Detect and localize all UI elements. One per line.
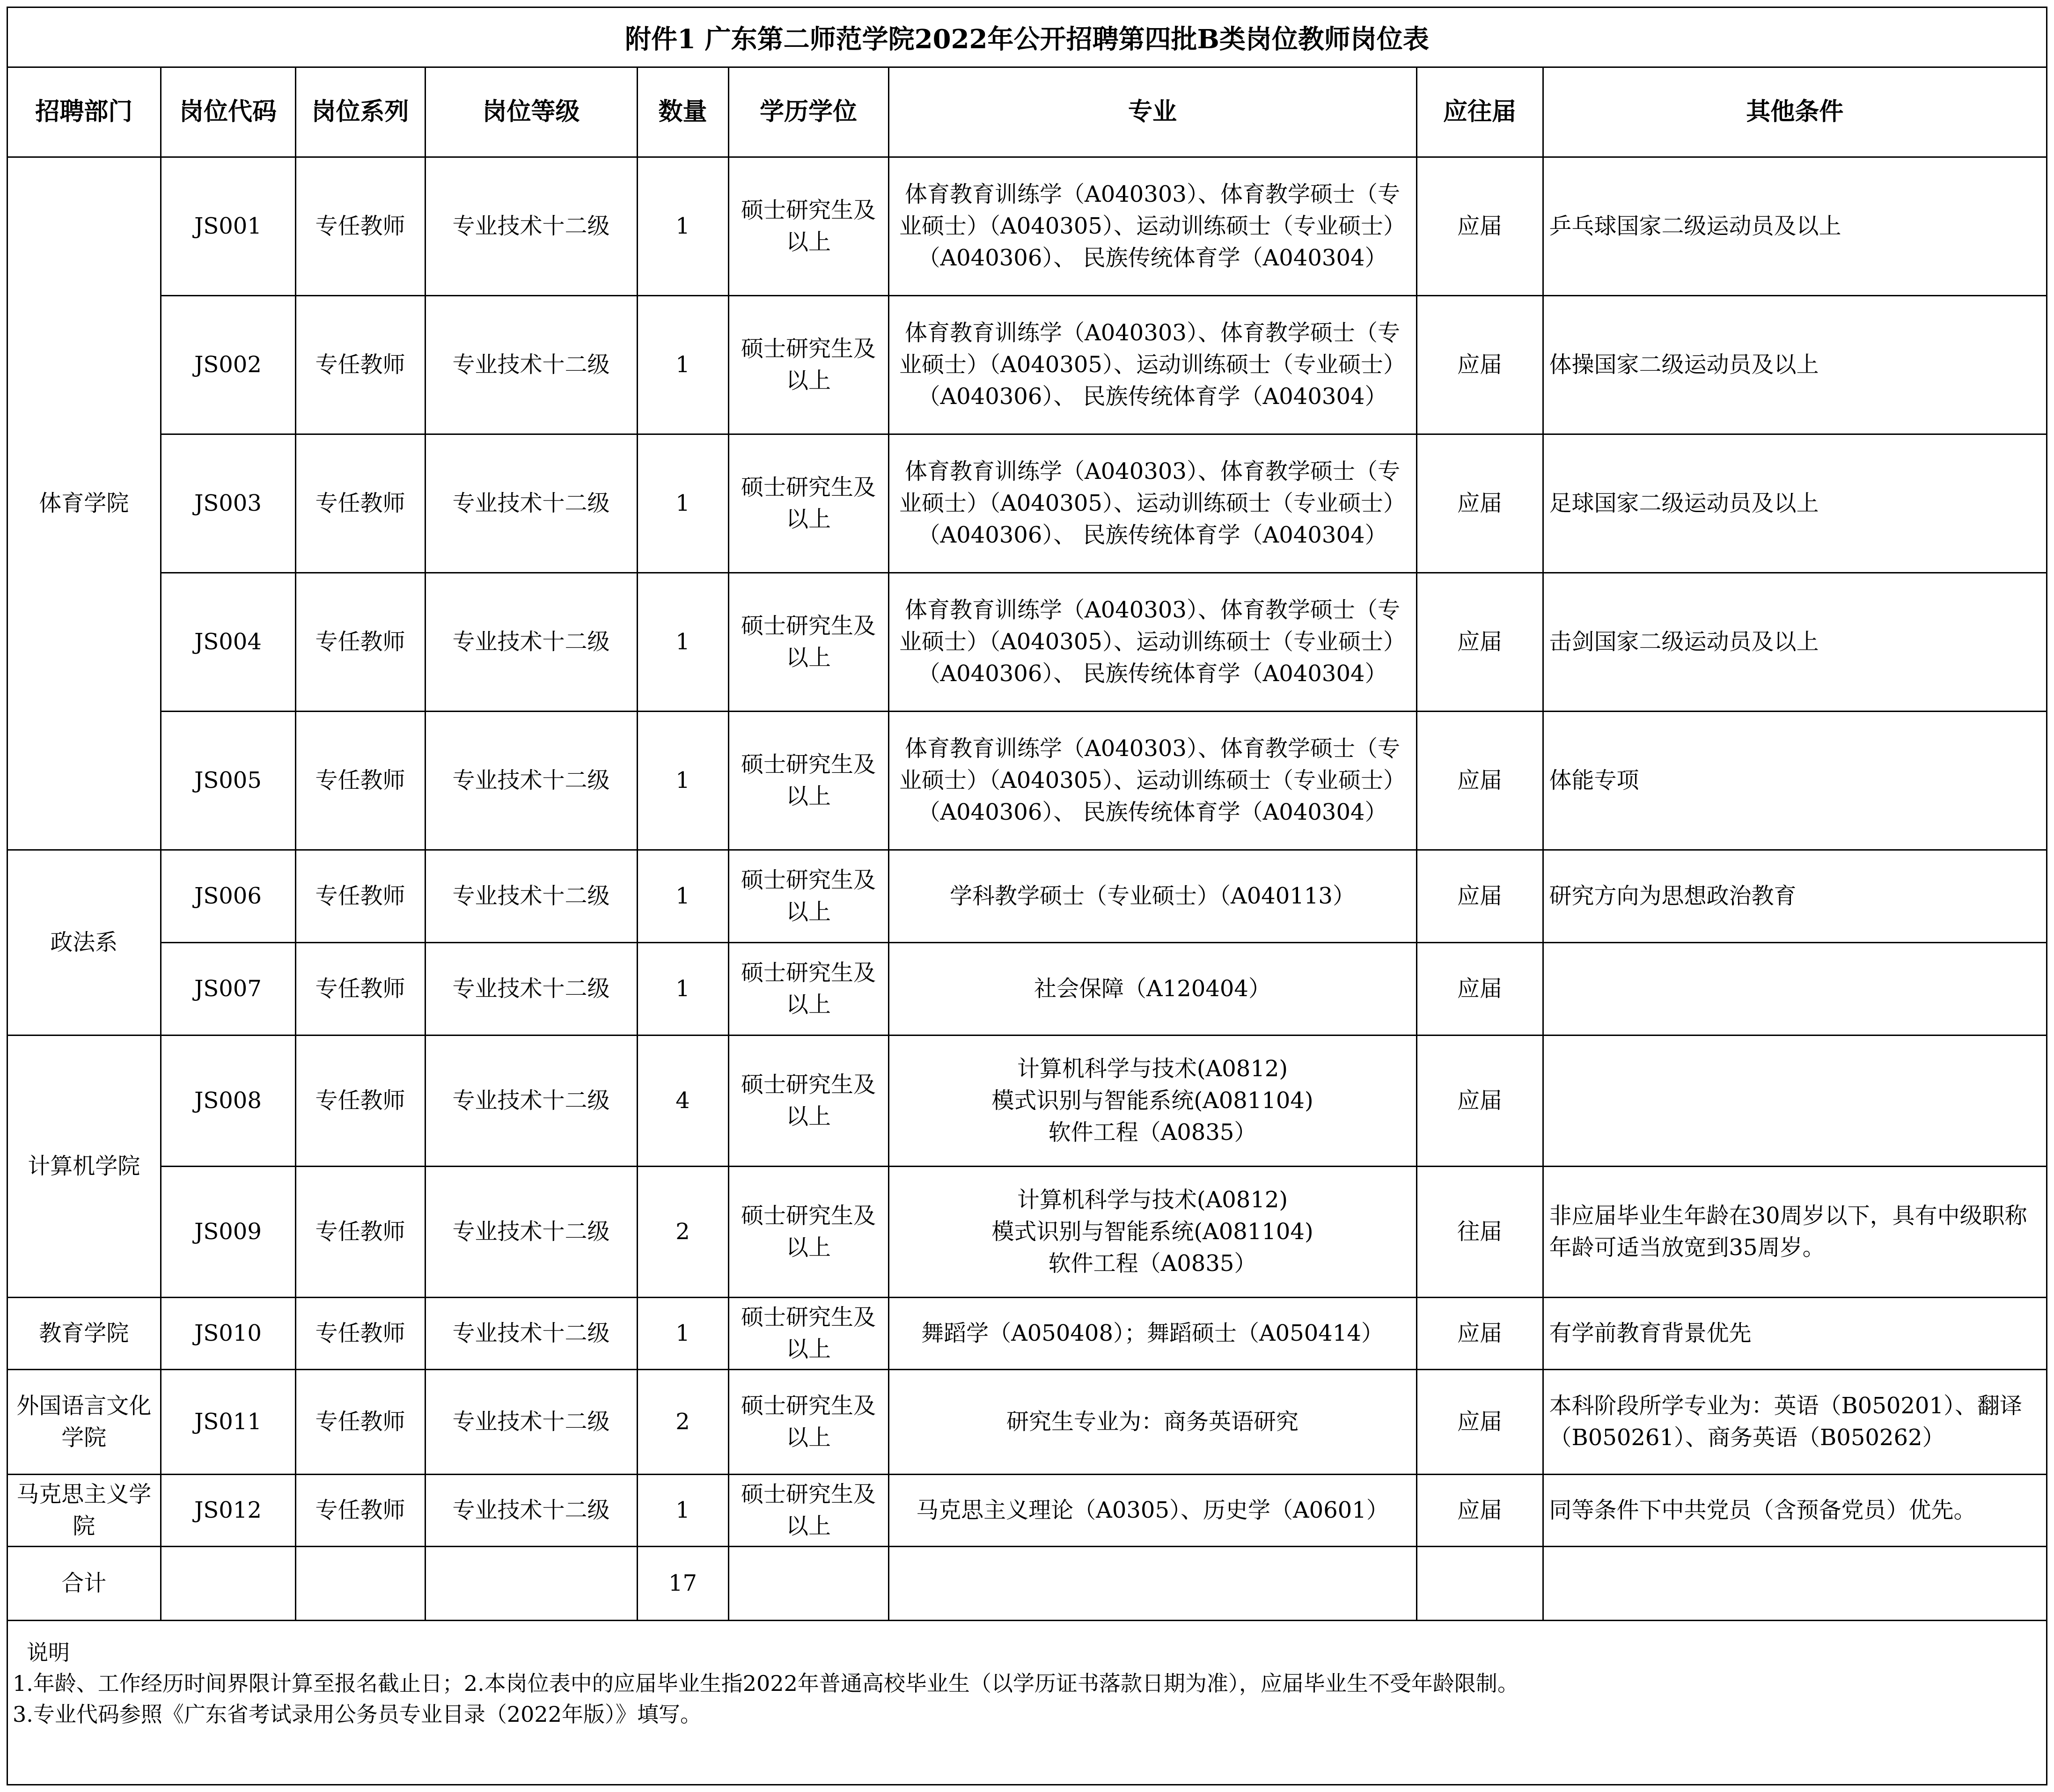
series-cell: 专任教师 xyxy=(295,1166,425,1297)
empty-cell xyxy=(161,1546,295,1620)
graduate-cell: 应届 xyxy=(1416,711,1543,850)
code-cell: JS002 xyxy=(161,295,295,434)
series-cell: 专任教师 xyxy=(295,1297,425,1369)
major-cell: 舞蹈学（A050408）；舞蹈硕士（A050414） xyxy=(888,1297,1416,1369)
level-cell: 专业技术十二级 xyxy=(425,295,637,434)
series-cell: 专任教师 xyxy=(295,711,425,850)
level-cell: 专业技术十二级 xyxy=(425,1369,637,1474)
table-row xyxy=(8,573,2046,711)
total-label: 合计 xyxy=(8,1546,161,1620)
count-cell: 1 xyxy=(637,573,728,711)
major-cell: 计算机科学与技术(A0812) 模式识别与智能系统(A081104) 软件工程（A0835） xyxy=(888,1035,1416,1166)
department-cell: 政法系 xyxy=(8,850,161,1035)
table-row xyxy=(8,1035,2046,1166)
notes-section xyxy=(8,1637,2046,1730)
code-cell: JS010 xyxy=(161,1297,295,1369)
empty-cell xyxy=(1416,1546,1543,1620)
major-cell: 社会保障（A120404） xyxy=(888,942,1416,1035)
major-cell: 体育教育训练学（A040303）、体育教学硕士（专业硕士）（A040305）、运动训练硕士（专业硕士）（A040306）、 民族传统体育学（A040304） xyxy=(888,573,1416,711)
graduate-cell: 应届 xyxy=(1416,295,1543,434)
degree-cell: 硕士研究生及以上 xyxy=(728,1474,888,1546)
count-cell: 1 xyxy=(637,1474,728,1546)
notes-line: 1.年龄、工作经历时间界限计算至报名截止日；2.本岗位表中的应届毕业生指2022年普通高校毕业生（以学历证书落款日期为准），应届毕业生不受年龄限制。 xyxy=(13,1671,1519,1696)
major-cell: 马克思主义理论（A0305）、历史学（A0601） xyxy=(888,1474,1416,1546)
other-cell: 体能专项 xyxy=(1543,711,2046,850)
code-cell: JS005 xyxy=(161,711,295,850)
series-cell: 专任教师 xyxy=(295,1035,425,1166)
count-cell: 1 xyxy=(637,1297,728,1369)
count-cell: 1 xyxy=(637,711,728,850)
degree-cell: 硕士研究生及以上 xyxy=(728,573,888,711)
level-cell: 专业技术十二级 xyxy=(425,157,637,295)
code-cell: JS003 xyxy=(161,434,295,573)
total-count: 17 xyxy=(637,1546,728,1620)
level-cell: 专业技术十二级 xyxy=(425,1166,637,1297)
level-cell: 专业技术十二级 xyxy=(425,1474,637,1546)
count-cell: 1 xyxy=(637,295,728,434)
count-cell: 4 xyxy=(637,1035,728,1166)
header-cell: 其他条件 xyxy=(1543,68,2046,157)
table-row xyxy=(8,295,2046,434)
other-cell: 体操国家二级运动员及以上 xyxy=(1543,295,2046,434)
code-cell: JS004 xyxy=(161,573,295,711)
table-row xyxy=(8,1297,2046,1369)
graduate-cell: 往届 xyxy=(1416,1166,1543,1297)
table-row xyxy=(8,1474,2046,1546)
count-cell: 2 xyxy=(637,1166,728,1297)
header-cell: 岗位系列 xyxy=(295,68,425,157)
series-cell: 专任教师 xyxy=(295,434,425,573)
table-row xyxy=(8,942,2046,1035)
degree-cell: 硕士研究生及以上 xyxy=(728,1035,888,1166)
graduate-cell: 应届 xyxy=(1416,1474,1543,1546)
empty-cell xyxy=(425,1546,637,1620)
notes-heading: 说明 xyxy=(27,1640,70,1665)
series-cell: 专任教师 xyxy=(295,1474,425,1546)
notes-line: 3.专业代码参照《广东省考试录用公务员专业目录（2022年版）》填写。 xyxy=(13,1702,702,1727)
graduate-cell: 应届 xyxy=(1416,1297,1543,1369)
department-cell: 外国语言文化学院 xyxy=(8,1369,161,1474)
level-cell: 专业技术十二级 xyxy=(425,1297,637,1369)
department-cell: 马克思主义学院 xyxy=(8,1474,161,1546)
other-cell: 本科阶段所学专业为：英语（B050201）、翻译（B050261）、商务英语（B050262） xyxy=(1543,1369,2046,1474)
count-cell: 1 xyxy=(637,850,728,942)
count-cell: 1 xyxy=(637,942,728,1035)
degree-cell: 硕士研究生及以上 xyxy=(728,1166,888,1297)
code-cell: JS006 xyxy=(161,850,295,942)
table-row xyxy=(8,711,2046,850)
count-cell: 2 xyxy=(637,1369,728,1474)
other-cell: 足球国家二级运动员及以上 xyxy=(1543,434,2046,573)
other-cell: 研究方向为思想政治教育 xyxy=(1543,850,2046,942)
other-cell xyxy=(1543,942,2046,1035)
level-cell: 专业技术十二级 xyxy=(425,1035,637,1166)
major-cell: 研究生专业为：商务英语研究 xyxy=(888,1369,1416,1474)
series-cell: 专任教师 xyxy=(295,942,425,1035)
count-cell: 1 xyxy=(637,434,728,573)
major-cell: 体育教育训练学（A040303）、体育教学硕士（专业硕士）（A040305）、运动训练硕士（专业硕士）（A040306）、 民族传统体育学（A040304） xyxy=(888,157,1416,295)
degree-cell: 硕士研究生及以上 xyxy=(728,1297,888,1369)
other-cell: 击剑国家二级运动员及以上 xyxy=(1543,573,2046,711)
document-frame xyxy=(7,7,2047,1785)
empty-cell xyxy=(728,1546,888,1620)
level-cell: 专业技术十二级 xyxy=(425,850,637,942)
empty-cell xyxy=(1543,1546,2046,1620)
major-cell: 学科教学硕士（专业硕士）（A040113） xyxy=(888,850,1416,942)
graduate-cell: 应届 xyxy=(1416,1369,1543,1474)
header-cell: 学历学位 xyxy=(728,68,888,157)
header-row xyxy=(8,68,2046,157)
degree-cell: 硕士研究生及以上 xyxy=(728,295,888,434)
degree-cell: 硕士研究生及以上 xyxy=(728,434,888,573)
positions-table xyxy=(8,68,2046,1621)
level-cell: 专业技术十二级 xyxy=(425,573,637,711)
degree-cell: 硕士研究生及以上 xyxy=(728,942,888,1035)
code-cell: JS012 xyxy=(161,1474,295,1546)
graduate-cell: 应届 xyxy=(1416,573,1543,711)
table-row xyxy=(8,1369,2046,1474)
total-row xyxy=(8,1546,2046,1620)
level-cell: 专业技术十二级 xyxy=(425,434,637,573)
header-cell: 专业 xyxy=(888,68,1416,157)
empty-cell xyxy=(295,1546,425,1620)
major-cell: 计算机科学与技术(A0812) 模式识别与智能系统(A081104) 软件工程（A0835） xyxy=(888,1166,1416,1297)
department-cell: 体育学院 xyxy=(8,157,161,850)
graduate-cell: 应届 xyxy=(1416,434,1543,573)
degree-cell: 硕士研究生及以上 xyxy=(728,711,888,850)
major-cell: 体育教育训练学（A040303）、体育教学硕士（专业硕士）（A040305）、运动训练硕士（专业硕士）（A040306）、 民族传统体育学（A040304） xyxy=(888,711,1416,850)
code-cell: JS001 xyxy=(161,157,295,295)
department-cell: 教育学院 xyxy=(8,1297,161,1369)
level-cell: 专业技术十二级 xyxy=(425,711,637,850)
header-cell: 数量 xyxy=(637,68,728,157)
code-cell: JS009 xyxy=(161,1166,295,1297)
other-cell: 同等条件下中共党员（含预备党员）优先。 xyxy=(1543,1474,2046,1546)
series-cell: 专任教师 xyxy=(295,573,425,711)
degree-cell: 硕士研究生及以上 xyxy=(728,850,888,942)
header-cell: 岗位代码 xyxy=(161,68,295,157)
table-row xyxy=(8,850,2046,942)
code-cell: JS008 xyxy=(161,1035,295,1166)
code-cell: JS011 xyxy=(161,1369,295,1474)
document-title: 附件1 广东第二师范学院2022年公开招聘第四批B类岗位教师岗位表 xyxy=(8,8,2046,68)
degree-cell: 硕士研究生及以上 xyxy=(728,1369,888,1474)
major-cell: 体育教育训练学（A040303）、体育教学硕士（专业硕士）（A040305）、运动训练硕士（专业硕士）（A040306）、 民族传统体育学（A040304） xyxy=(888,434,1416,573)
code-cell: JS007 xyxy=(161,942,295,1035)
degree-cell: 硕士研究生及以上 xyxy=(728,157,888,295)
series-cell: 专任教师 xyxy=(295,157,425,295)
department-cell: 计算机学院 xyxy=(8,1035,161,1297)
graduate-cell: 应届 xyxy=(1416,942,1543,1035)
empty-cell xyxy=(888,1546,1416,1620)
level-cell: 专业技术十二级 xyxy=(425,942,637,1035)
other-cell xyxy=(1543,1035,2046,1166)
series-cell: 专任教师 xyxy=(295,295,425,434)
table-row xyxy=(8,434,2046,573)
major-cell: 体育教育训练学（A040303）、体育教学硕士（专业硕士）（A040305）、运动训练硕士（专业硕士）（A040306）、 民族传统体育学（A040304） xyxy=(888,295,1416,434)
header-cell: 岗位等级 xyxy=(425,68,637,157)
series-cell: 专任教师 xyxy=(295,850,425,942)
other-cell: 非应届毕业生年龄在30周岁以下，具有中级职称年龄可适当放宽到35周岁。 xyxy=(1543,1166,2046,1297)
table-row xyxy=(8,1166,2046,1297)
count-cell: 1 xyxy=(637,157,728,295)
header-cell: 招聘部门 xyxy=(8,68,161,157)
other-cell: 有学前教育背景优先 xyxy=(1543,1297,2046,1369)
graduate-cell: 应届 xyxy=(1416,850,1543,942)
header-cell: 应往届 xyxy=(1416,68,1543,157)
graduate-cell: 应届 xyxy=(1416,157,1543,295)
series-cell: 专任教师 xyxy=(295,1369,425,1474)
table-row xyxy=(8,157,2046,295)
graduate-cell: 应届 xyxy=(1416,1035,1543,1166)
other-cell: 乒乓球国家二级运动员及以上 xyxy=(1543,157,2046,295)
